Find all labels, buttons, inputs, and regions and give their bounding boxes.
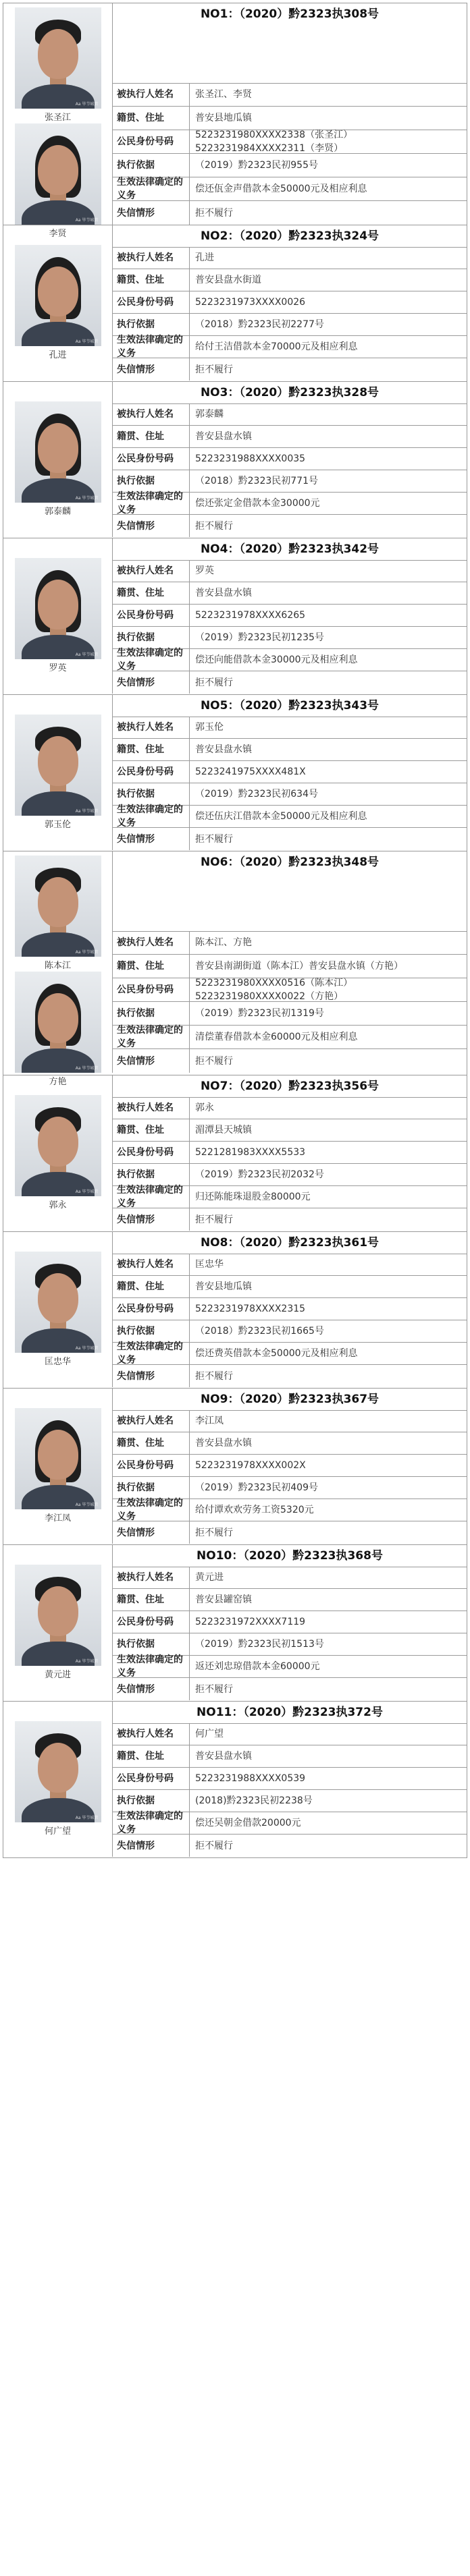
person-card — [15, 123, 101, 240]
name-value-text: 黄元进 — [195, 1572, 224, 1583]
status-value-text: 拒不履行 — [195, 1527, 233, 1538]
id-number: 5223231988XXXX0035 — [195, 453, 306, 464]
watermark-text: Aa 毕节城管 — [75, 496, 99, 501]
basis-value — [190, 1790, 467, 1812]
field-label-id: 公民身份号码 — [113, 448, 190, 470]
address-value-text: 普安县盘水镇 — [195, 588, 252, 598]
id-number: 5223231973XXXX0026 — [195, 297, 306, 308]
watermark-text: Aa 毕节城管 — [75, 1346, 99, 1351]
status-value-text: 拒不履行 — [195, 1683, 233, 1695]
duty-value-text: 偿还佤金声借款本金50000元及相应利息 — [195, 184, 367, 194]
status-value-text: 拒不履行 — [195, 520, 233, 532]
duty-value-text: 归还陈能珠退股金80000元 — [195, 1192, 311, 1202]
field-label-address: 籍贯、住址 — [113, 955, 190, 978]
duty-value-text: 偿还张定金借款本金30000元 — [195, 498, 320, 509]
field-label-name: 被执行人姓名 — [113, 1097, 190, 1119]
id-number: 5223231980XXXX2338（张圣江） — [195, 130, 353, 140]
status-value-text: 拒不履行 — [195, 677, 233, 688]
portrait-photo — [15, 715, 101, 816]
status-value — [190, 1521, 467, 1544]
status-value-text: 拒不履行 — [195, 1214, 233, 1225]
case-block — [3, 1232, 467, 1389]
field-label-duty: 生效法律确定的义务 — [113, 1186, 190, 1208]
person-name: 匡忠华 — [44, 1357, 71, 1367]
person-name: 黄元进 — [44, 1670, 71, 1680]
watermark-text: Aa 毕节城管 — [75, 218, 99, 223]
person-name: 张圣江 — [44, 113, 71, 123]
name-value — [190, 1254, 467, 1276]
basis-value-text: （2019）黔2323民初1513号 — [195, 1639, 324, 1650]
address-value-text: 普安县盘水街道 — [195, 275, 261, 285]
case-block — [3, 538, 467, 695]
case-title: NO3：（2020）黔2323执328号 — [113, 382, 467, 404]
field-label-address: 籍贯、住址 — [113, 739, 190, 761]
dishonest-debtor-list — [3, 3, 467, 1858]
name-value-text: 孔进 — [195, 252, 214, 263]
field-label-name: 被执行人姓名 — [113, 1723, 190, 1745]
case-title: NO5：（2020）黔2323执343号 — [113, 695, 467, 717]
field-label-status: 失信情形 — [113, 1365, 190, 1387]
address-value — [190, 1119, 467, 1142]
field-label-status: 失信情形 — [113, 1208, 190, 1231]
status-value — [190, 1365, 467, 1387]
field-label-duty: 生效法律确定的义务 — [113, 177, 190, 201]
person-name: 何广望 — [44, 1826, 71, 1837]
field-label-address: 籍贯、住址 — [113, 1119, 190, 1142]
address-value — [190, 426, 467, 448]
address-value-text: 湄潭县天城镇 — [195, 1125, 252, 1136]
person-name: 罗英 — [49, 663, 67, 673]
duty-value — [190, 649, 467, 671]
photo-column — [3, 225, 113, 381]
address-value — [190, 1276, 467, 1298]
basis-value-text: （2018）黔2323民初771号 — [195, 476, 318, 486]
field-label-id: 公民身份号码 — [113, 1298, 190, 1320]
id-number: 5223231980XXXX0516（陈本江） — [195, 978, 353, 988]
case-title: NO11：（2020）黔2323执372号 — [113, 1702, 467, 1724]
field-label-duty: 生效法律确定的义务 — [113, 1026, 190, 1049]
status-value-text: 拒不履行 — [195, 833, 233, 845]
basis-value-text: （2019）黔2323民初1319号 — [195, 1008, 324, 1019]
basis-value-text: （2019）黔2323民初1235号 — [195, 632, 324, 643]
case-block — [3, 1702, 467, 1858]
person-card — [15, 1565, 101, 1681]
case-block — [3, 225, 467, 382]
person-name: 李江凤 — [44, 1513, 71, 1523]
field-label-id: 公民身份号码 — [113, 978, 190, 1002]
watermark-text: Aa 毕节城管 — [75, 1066, 99, 1071]
basis-value-text: （2018）黔2323民初2277号 — [195, 319, 324, 330]
name-value-text: 郭玉伦 — [195, 722, 224, 733]
photo-column — [3, 1545, 113, 1700]
duty-value-text: 偿还向能借款本金30000元及相应利息 — [195, 654, 358, 665]
field-label-basis: 执行依据 — [113, 154, 190, 177]
watermark-text: Aa 毕节城管 — [75, 1189, 99, 1194]
name-value — [190, 1410, 467, 1432]
field-label-id: 公民身份号码 — [113, 761, 190, 783]
watermark-text: Aa 毕节城管 — [75, 809, 99, 814]
id-number: 5223231988XXXX0539 — [195, 1773, 306, 1784]
photo-column — [3, 1389, 113, 1544]
field-label-status: 失信情形 — [113, 671, 190, 694]
person-name: 孔进 — [49, 350, 67, 360]
watermark-text: Aa 毕节城管 — [75, 102, 99, 107]
id-number: 5223241975XXXX481X — [195, 766, 306, 777]
field-label-status: 失信情形 — [113, 515, 190, 537]
watermark-text: Aa 毕节城管 — [75, 950, 99, 955]
field-label-address: 籍贯、住址 — [113, 1745, 190, 1768]
basis-value — [190, 1477, 467, 1499]
duty-value — [190, 177, 467, 201]
name-value-text: 何广望 — [195, 1729, 224, 1739]
id-value — [190, 761, 467, 783]
person-name: 陈本江 — [44, 961, 71, 971]
field-label-address: 籍贯、住址 — [113, 426, 190, 448]
field-label-duty: 生效法律确定的义务 — [113, 1656, 190, 1678]
duty-value — [190, 1499, 467, 1521]
basis-value-text: （2019）黔2323民初409号 — [195, 1482, 318, 1493]
field-label-name: 被执行人姓名 — [113, 1410, 190, 1432]
duty-value-text: 偿还费英借款本金50000元及相应利息 — [195, 1348, 358, 1359]
field-label-name: 被执行人姓名 — [113, 403, 190, 426]
photo-column — [3, 695, 113, 850]
id-number: 5223231980XXXX0022（方艳） — [195, 991, 344, 1002]
field-label-id: 公民身份号码 — [113, 1611, 190, 1633]
name-value-text: 李江凤 — [195, 1416, 224, 1426]
basis-value-text: (2018)黔2323民初2238号 — [195, 1795, 313, 1806]
portrait-photo — [15, 1408, 101, 1509]
field-label-address: 籍贯、住址 — [113, 107, 190, 130]
portrait-photo — [15, 972, 101, 1073]
case-title: NO4：（2020）黔2323执342号 — [113, 538, 467, 561]
id-number: 5221281983XXXX5533 — [195, 1147, 306, 1158]
id-value — [190, 1768, 467, 1790]
field-label-status: 失信情形 — [113, 201, 190, 225]
name-value — [190, 931, 467, 955]
case-title: NO2：（2020）黔2323执324号 — [113, 225, 467, 248]
field-label-address: 籍贯、住址 — [113, 582, 190, 605]
basis-value — [190, 154, 467, 177]
field-label-status: 失信情形 — [113, 1678, 190, 1700]
person-name: 李贤 — [49, 229, 67, 239]
duty-value-text: 给付谭欢欢劳务工资5320元 — [195, 1505, 314, 1515]
portrait-photo — [15, 1721, 101, 1822]
field-label-name: 被执行人姓名 — [113, 717, 190, 739]
portrait-photo — [15, 856, 101, 957]
basis-value — [190, 627, 467, 649]
id-number: 5223231978XXXX6265 — [195, 610, 306, 621]
case-block — [3, 382, 467, 538]
address-value-text: 普安县盘水镇 — [195, 431, 252, 442]
field-label-basis: 执行依据 — [113, 1477, 190, 1499]
portrait-photo — [15, 558, 101, 659]
duty-value — [190, 1812, 467, 1835]
portrait-photo — [15, 245, 101, 346]
field-label-basis: 执行依据 — [113, 470, 190, 493]
field-label-name: 被执行人姓名 — [113, 1567, 190, 1589]
portrait-photo — [15, 7, 101, 109]
name-value-text: 郭永 — [195, 1102, 214, 1113]
basis-value — [190, 1164, 467, 1186]
name-value — [190, 1723, 467, 1745]
field-label-duty: 生效法律确定的义务 — [113, 806, 190, 828]
status-value — [190, 1678, 467, 1700]
id-value — [190, 1455, 467, 1477]
address-value-text: 普安县地瓜镇 — [195, 113, 252, 123]
id-value — [190, 130, 467, 154]
field-label-basis: 执行依据 — [113, 1320, 190, 1343]
person-name: 郭永 — [49, 1200, 67, 1210]
duty-value — [190, 1656, 467, 1678]
status-value-text: 拒不履行 — [195, 364, 233, 375]
field-label-duty: 生效法律确定的义务 — [113, 649, 190, 671]
id-number: 5223231978XXXX2315 — [195, 1304, 306, 1314]
portrait-photo — [15, 1565, 101, 1666]
id-value — [190, 1611, 467, 1633]
field-label-duty: 生效法律确定的义务 — [113, 1343, 190, 1365]
field-label-address: 籍贯、住址 — [113, 1432, 190, 1455]
case-block — [3, 1389, 467, 1545]
field-label-basis: 执行依据 — [113, 1164, 190, 1186]
photo-column — [3, 1075, 113, 1231]
photo-column — [3, 538, 113, 694]
field-label-name: 被执行人姓名 — [113, 1254, 190, 1276]
address-value — [190, 739, 467, 761]
address-value — [190, 1432, 467, 1455]
duty-value-text: 偿还吴朝金借款20000元 — [195, 1818, 301, 1828]
name-value — [190, 717, 467, 739]
id-value — [190, 978, 467, 1002]
status-value-text: 拒不履行 — [195, 1370, 233, 1382]
status-value — [190, 1835, 467, 1857]
field-label-duty: 生效法律确定的义务 — [113, 336, 190, 358]
address-value-text: 普安县南湖街道（陈本江）普安县盘水镇（方艳） — [195, 961, 403, 972]
field-label-id: 公民身份号码 — [113, 605, 190, 627]
address-value-text: 普安县盘水镇 — [195, 1751, 252, 1762]
status-value — [190, 671, 467, 694]
field-label-address: 籍贯、住址 — [113, 1276, 190, 1298]
status-value — [190, 201, 467, 225]
person-card — [15, 1408, 101, 1524]
field-label-basis: 执行依据 — [113, 1002, 190, 1026]
field-label-name: 被执行人姓名 — [113, 931, 190, 955]
portrait-photo — [15, 401, 101, 503]
photo-column — [3, 1232, 113, 1387]
id-number: 5223231984XXXX2311（李贤） — [195, 143, 344, 154]
basis-value-text: （2019）黔2323民初634号 — [195, 789, 318, 800]
watermark-text: Aa 毕节城管 — [75, 1816, 99, 1820]
person-card — [15, 1721, 101, 1837]
duty-value — [190, 806, 467, 828]
watermark-text: Aa 毕节城管 — [75, 1659, 99, 1664]
case-title: NO7：（2020）黔2323执356号 — [113, 1075, 467, 1098]
status-value — [190, 828, 467, 850]
basis-value-text: （2018）黔2323民初1665号 — [195, 1326, 324, 1337]
field-label-id: 公民身份号码 — [113, 130, 190, 154]
field-label-basis: 执行依据 — [113, 314, 190, 336]
duty-value — [190, 493, 467, 515]
field-label-id: 公民身份号码 — [113, 1142, 190, 1164]
person-card — [15, 401, 101, 517]
duty-value — [190, 1343, 467, 1365]
name-value-text: 罗英 — [195, 565, 214, 576]
address-value-text: 普安县盘水镇 — [195, 1438, 252, 1449]
field-label-address: 籍贯、住址 — [113, 1589, 190, 1611]
status-value-text: 拒不履行 — [195, 1055, 233, 1067]
case-block — [3, 695, 467, 851]
field-label-basis: 执行依据 — [113, 1790, 190, 1812]
photo-column — [3, 382, 113, 537]
photo-column — [3, 1702, 113, 1857]
field-label-name: 被执行人姓名 — [113, 247, 190, 269]
duty-value-text: 偿还伍庆江借款本金50000元及相应利息 — [195, 811, 367, 822]
id-value — [190, 1298, 467, 1320]
address-value — [190, 1745, 467, 1768]
person-name: 方艳 — [49, 1077, 67, 1087]
address-value-text: 普安县盘水镇 — [195, 744, 252, 755]
name-value — [190, 560, 467, 582]
basis-value — [190, 1633, 467, 1656]
basis-value — [190, 1320, 467, 1343]
id-value — [190, 605, 467, 627]
duty-value — [190, 1186, 467, 1208]
case-block — [3, 1075, 467, 1232]
person-card — [15, 1095, 101, 1211]
portrait-photo — [15, 1252, 101, 1353]
status-value-text: 拒不履行 — [195, 1840, 233, 1851]
field-label-id: 公民身份号码 — [113, 1455, 190, 1477]
status-value — [190, 358, 467, 381]
basis-value-text: （2019）黔2323民初955号 — [195, 160, 318, 171]
name-value-text: 郭泰麟 — [195, 409, 224, 420]
field-label-name: 被执行人姓名 — [113, 560, 190, 582]
name-value-text: 匡忠华 — [195, 1259, 224, 1270]
field-label-status: 失信情形 — [113, 1049, 190, 1073]
field-label-duty: 生效法律确定的义务 — [113, 493, 190, 515]
field-label-basis: 执行依据 — [113, 1633, 190, 1656]
case-title: NO10：（2020）黔2323执368号 — [113, 1545, 467, 1567]
photo-column — [3, 3, 113, 239]
basis-value — [190, 1002, 467, 1026]
person-card — [15, 1252, 101, 1368]
basis-value — [190, 314, 467, 336]
photo-column — [3, 851, 113, 1087]
id-value — [190, 1142, 467, 1164]
name-value — [190, 1097, 467, 1119]
case-title: NO1：（2020）黔2323执308号 — [113, 3, 467, 84]
person-card — [15, 7, 101, 123]
field-label-basis: 执行依据 — [113, 783, 190, 806]
duty-value — [190, 1026, 467, 1049]
status-value — [190, 1049, 467, 1073]
id-value — [190, 291, 467, 314]
address-value-text: 普安县地瓜镇 — [195, 1281, 252, 1292]
field-label-status: 失信情形 — [113, 358, 190, 381]
watermark-text: Aa 毕节城管 — [75, 652, 99, 657]
person-name: 郭玉伦 — [44, 820, 71, 830]
duty-value-text: 返还刘忠琼借款本金60000元 — [195, 1661, 320, 1672]
person-card — [15, 856, 101, 972]
name-value — [190, 83, 467, 107]
address-value — [190, 269, 467, 291]
portrait-photo — [15, 123, 101, 225]
field-label-name: 被执行人姓名 — [113, 83, 190, 107]
field-label-duty: 生效法律确定的义务 — [113, 1812, 190, 1835]
basis-value-text: （2019）黔2323民初2032号 — [195, 1169, 324, 1180]
case-title: NO9：（2020）黔2323执367号 — [113, 1389, 467, 1411]
person-card — [15, 558, 101, 674]
id-number: 5223231978XXXX002X — [195, 1460, 306, 1471]
name-value-text: 陈本江、方艳 — [195, 937, 252, 948]
address-value — [190, 1589, 467, 1611]
name-value — [190, 1567, 467, 1589]
case-block — [3, 1545, 467, 1702]
name-value — [190, 247, 467, 269]
watermark-text: Aa 毕节城管 — [75, 1503, 99, 1507]
address-value — [190, 955, 467, 978]
portrait-photo — [15, 1095, 101, 1196]
basis-value — [190, 470, 467, 493]
address-value — [190, 582, 467, 605]
person-card — [15, 972, 101, 1088]
id-number: 5223231972XXXX7119 — [195, 1617, 306, 1627]
field-label-id: 公民身份号码 — [113, 291, 190, 314]
field-label-id: 公民身份号码 — [113, 1768, 190, 1790]
person-card — [15, 245, 101, 361]
status-value — [190, 515, 467, 537]
name-value — [190, 403, 467, 426]
field-label-status: 失信情形 — [113, 1521, 190, 1544]
case-title: NO6：（2020）黔2323执348号 — [113, 851, 467, 932]
duty-value-text: 清偿董春借款本金60000元及相应利息 — [195, 1032, 358, 1042]
field-label-status: 失信情形 — [113, 828, 190, 850]
field-label-duty: 生效法律确定的义务 — [113, 1499, 190, 1521]
field-label-address: 籍贯、住址 — [113, 269, 190, 291]
field-label-basis: 执行依据 — [113, 627, 190, 649]
person-name: 郭泰麟 — [44, 507, 71, 517]
basis-value — [190, 783, 467, 806]
id-value — [190, 448, 467, 470]
status-value-text: 拒不履行 — [195, 207, 233, 219]
duty-value-text: 给付王洁借款本金70000元及相应利息 — [195, 341, 358, 352]
duty-value — [190, 336, 467, 358]
field-label-status: 失信情形 — [113, 1835, 190, 1857]
case-title: NO8：（2020）黔2323执361号 — [113, 1232, 467, 1254]
status-value — [190, 1208, 467, 1231]
address-value-text: 普安县罐窑镇 — [195, 1594, 252, 1605]
watermark-text: Aa 毕节城管 — [75, 339, 99, 344]
address-value — [190, 107, 467, 130]
name-value-text: 张圣江、李贤 — [195, 89, 252, 100]
person-card — [15, 715, 101, 831]
